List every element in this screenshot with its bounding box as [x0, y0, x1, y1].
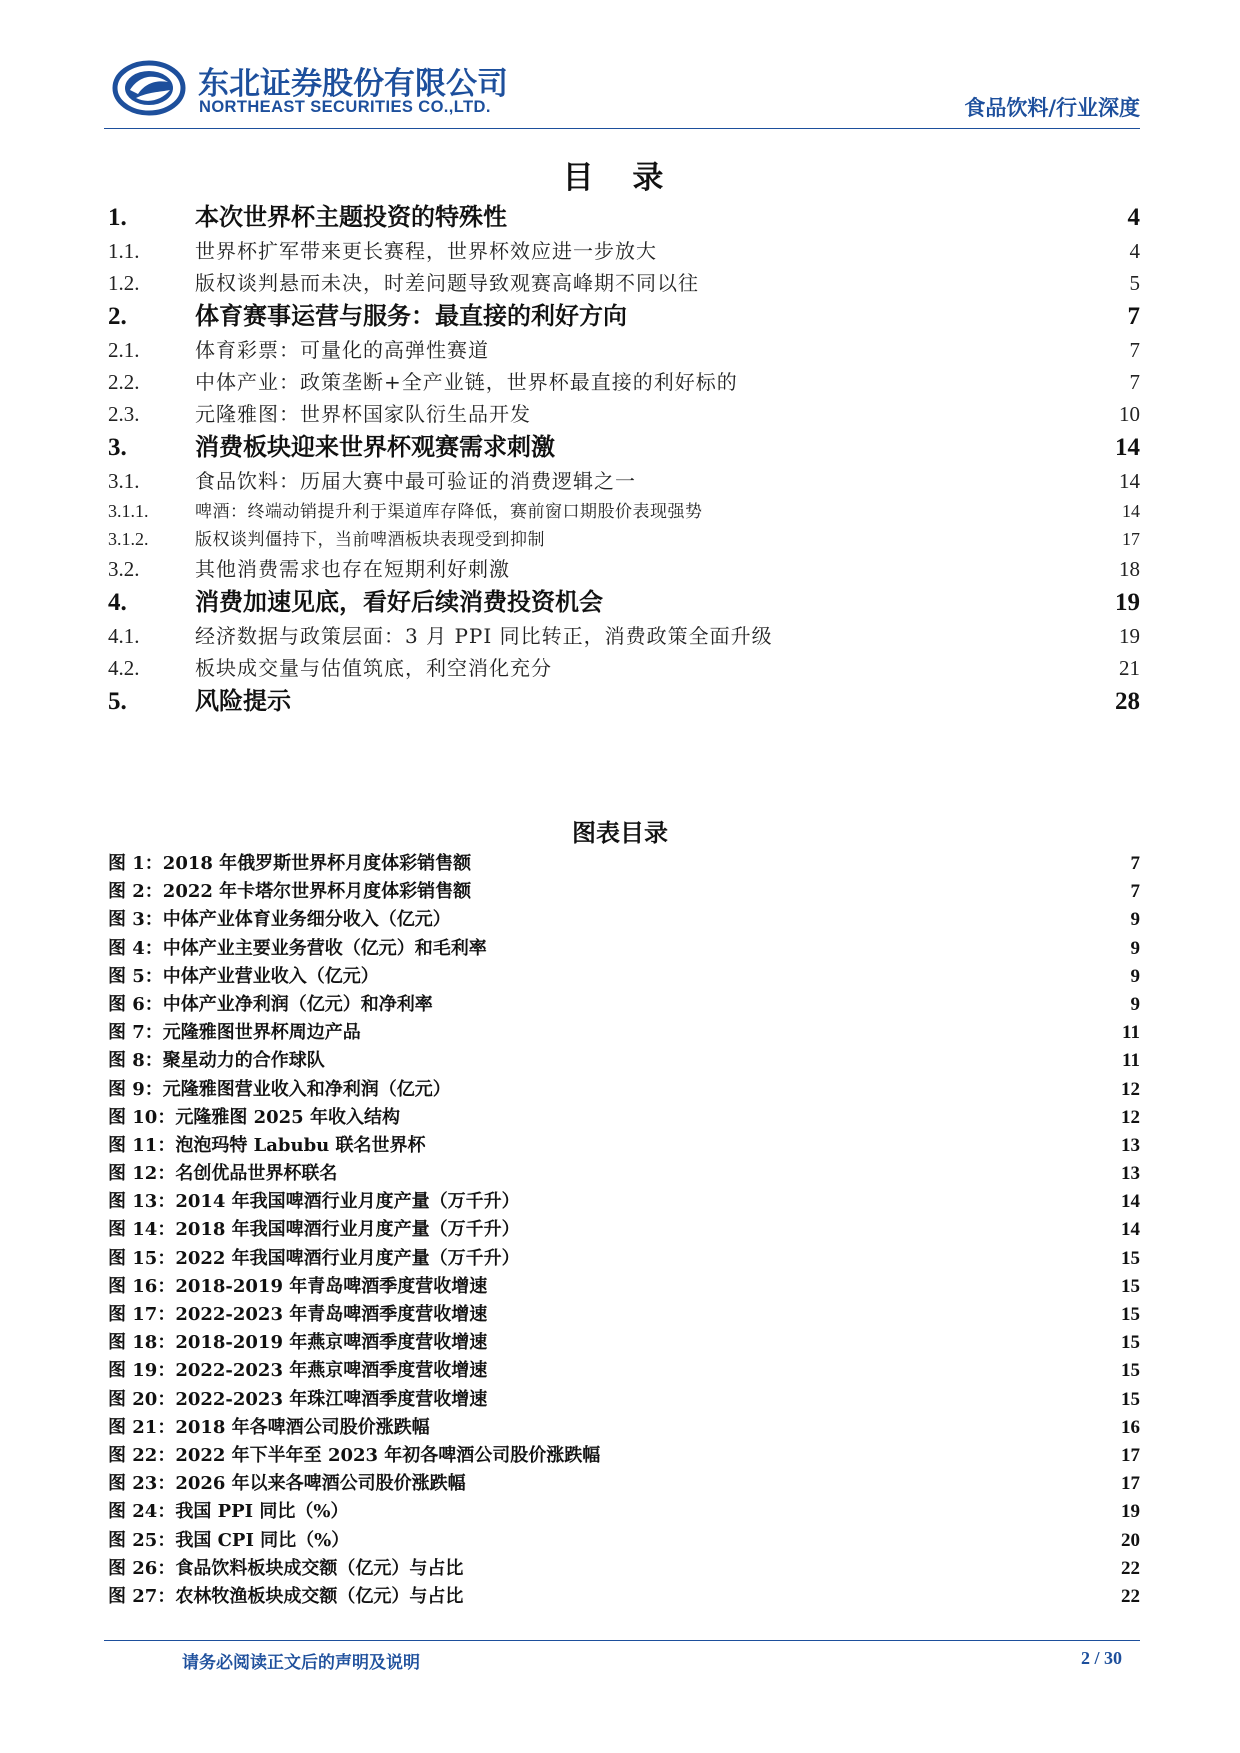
figure-entry-label: 图 26：食品饮料板块成交额（亿元）与占比 [108, 1557, 464, 1579]
company-name-cn: 东北证券股份有限公司 [198, 66, 508, 102]
toc-entry-label: 本次世界杯主题投资的特殊性 [195, 203, 507, 231]
toc-entry-page: 17 [1122, 529, 1140, 549]
toc-entry-page: 7 [1129, 370, 1140, 394]
figure-entry[interactable] [108, 1160, 1140, 1188]
toc-entry-page: 4 [1129, 239, 1140, 263]
figure-entry-label: 图 2：2022 年卡塔尔世界杯月度体彩销售额 [108, 881, 472, 903]
figure-entry[interactable] [108, 1583, 1140, 1611]
toc-entry[interactable] [108, 430, 1140, 465]
figure-entry-label: 图 12：名创优品世界杯联名 [108, 1163, 338, 1185]
figure-entry[interactable] [108, 1301, 1140, 1329]
figure-entry-label: 图 7：元隆雅图世界杯周边产品 [108, 1022, 361, 1044]
figure-entry-page: 15 [1121, 1275, 1140, 1297]
figure-entry[interactable] [108, 878, 1140, 906]
dot-leader [548, 533, 1119, 545]
figure-entry-page: 13 [1121, 1163, 1140, 1185]
figure-entry-label: 图 3：中体产业体育业务细分收入（亿元） [108, 909, 451, 931]
figure-list [108, 850, 1140, 1611]
figure-entry[interactable] [108, 1273, 1140, 1301]
table-of-contents [108, 200, 1140, 719]
figure-entry-page: 11 [1122, 1022, 1140, 1044]
toc-entry-number: 1.2. [108, 271, 140, 295]
figure-entry-label: 图 17：2022-2023 年青岛啤酒季度营收增速 [108, 1304, 488, 1325]
toc-entry-label: 食品饮料：历届大赛中最可验证的消费逻辑之一 [195, 469, 636, 493]
figure-entry-page: 15 [1121, 1388, 1140, 1410]
toc-entry-label: 版权谈判僵持下，当前啤酒板块表现受到抑制 [195, 530, 545, 550]
figure-entry-page: 9 [1130, 909, 1140, 931]
dot-leader [490, 1364, 1118, 1376]
figure-entry-label: 图 23：2026 年以来各啤酒公司股价涨跌幅 [108, 1473, 466, 1495]
page-number: 2 / 30 [1080, 1648, 1122, 1668]
figure-entry[interactable] [108, 935, 1140, 963]
dot-leader [523, 1223, 1118, 1235]
dot-leader [433, 1421, 1118, 1433]
toc-entry-page: 18 [1119, 557, 1140, 581]
toc-entry-page: 19 [1115, 589, 1140, 616]
figure-entry[interactable] [108, 1498, 1140, 1526]
figure-entry[interactable] [108, 1555, 1140, 1583]
toc-entry-number: 4.1. [108, 624, 140, 648]
toc-entry-page: 21 [1119, 656, 1140, 680]
figure-entry-label: 图 27：农林牧渔板块成交额（亿元）与占比 [108, 1585, 464, 1607]
toc-entry[interactable] [108, 652, 1140, 684]
figure-entry-page: 17 [1121, 1473, 1140, 1495]
toc-entry-number: 3.1. [108, 469, 140, 493]
toc-entry[interactable] [108, 497, 1140, 525]
page-header [104, 52, 1140, 122]
toc-entry[interactable] [108, 299, 1140, 334]
figure-entry-label: 图 22：2022 年下半年至 2023 年初各啤酒公司股价涨跌幅 [108, 1444, 601, 1466]
toc-entry-number: 4. [108, 589, 127, 616]
dot-leader [555, 662, 1116, 675]
toc-entry-page: 19 [1119, 624, 1140, 648]
figure-entry[interactable] [108, 1414, 1140, 1442]
toc-entry[interactable] [108, 267, 1140, 299]
toc-entry-label: 世界杯扩军带来更长赛程，世界杯效应进一步放大 [195, 239, 657, 263]
figure-entry-label: 图 13：2014 年我国啤酒行业月度产量（万千升） [108, 1191, 520, 1213]
toc-entry-page: 5 [1129, 271, 1140, 295]
figure-entry-label: 图 8：聚星动力的合作球队 [108, 1050, 325, 1072]
dot-leader [466, 1562, 1118, 1574]
dot-leader [469, 1477, 1118, 1489]
toc-entry-label: 消费板块迎来世界杯观赛需求刺激 [195, 433, 555, 461]
toc-entry[interactable] [108, 620, 1140, 652]
figure-entry-label: 图 5：中体产业营业收入（亿元） [108, 965, 379, 987]
toc-entry[interactable] [108, 398, 1140, 430]
dot-leader [513, 563, 1116, 576]
toc-entry-page: 14 [1119, 469, 1140, 493]
toc-entry-label: 经济数据与政策层面：3 月 PPI 同比转正，消费政策全面升级 [195, 624, 773, 648]
toc-entry[interactable] [108, 525, 1140, 553]
figure-entry-page: 9 [1130, 937, 1140, 959]
footer-divider [104, 1640, 1140, 1641]
dot-leader [474, 857, 1127, 869]
toc-entry-number: 1.1. [108, 239, 140, 263]
dot-leader [558, 437, 1112, 455]
toc-entry-number: 3.1.1. [108, 501, 149, 521]
toc-entry-number: 2.2. [108, 370, 140, 394]
figure-entry-page: 14 [1121, 1191, 1140, 1213]
figure-entry-label: 图 9：元隆雅图营业收入和净利润（亿元） [108, 1078, 451, 1100]
figure-entry-page: 14 [1121, 1219, 1140, 1241]
figure-entry[interactable] [108, 906, 1140, 934]
figure-entry-page: 16 [1121, 1416, 1140, 1438]
dot-leader [490, 1280, 1118, 1292]
figure-entry[interactable] [108, 991, 1140, 1019]
dot-leader [351, 1505, 1118, 1517]
figure-entry-page: 13 [1121, 1134, 1140, 1156]
toc-entry-page: 4 [1127, 204, 1140, 231]
company-logo-icon [110, 60, 192, 116]
figure-entry-page: 12 [1121, 1106, 1140, 1128]
figure-entry-page: 15 [1121, 1304, 1140, 1325]
figure-entry-label: 图 20：2022-2023 年珠江啤酒季度营收增速 [108, 1388, 488, 1410]
dot-leader [603, 1449, 1118, 1461]
toc-entry-number: 3.1.2. [108, 529, 149, 549]
dot-leader [606, 592, 1112, 610]
figure-entry-label: 图 25：我国 CPI 同比（%） [108, 1529, 350, 1551]
figure-entry-page: 19 [1121, 1501, 1140, 1523]
figure-entry-label: 图 10：元隆雅图 2025 年收入结构 [108, 1106, 400, 1128]
dot-leader [534, 408, 1116, 421]
dot-leader [776, 630, 1116, 643]
figure-entry-page: 7 [1130, 881, 1140, 903]
dot-leader [454, 1083, 1118, 1095]
figure-entry[interactable] [108, 1386, 1140, 1414]
dot-leader [523, 1252, 1118, 1264]
figure-entry-label: 图 18：2018-2019 年燕京啤酒季度营收增速 [108, 1332, 488, 1354]
toc-entry-label: 体育赛事运营与服务：最直接的利好方向 [195, 302, 627, 330]
dot-leader [328, 1054, 1119, 1066]
footer-disclaimer: 请务必阅读正文后的声明及说明 [182, 1653, 420, 1673]
dot-leader [510, 207, 1125, 225]
figure-entry-label: 图 19：2022-2023 年燕京啤酒季度营收增速 [108, 1360, 488, 1382]
figure-entry-page: 22 [1121, 1557, 1140, 1579]
figure-entry-label: 图 1：2018 年俄罗斯世界杯月度体彩销售额 [108, 853, 472, 874]
toc-entry-number: 1. [108, 204, 127, 231]
figure-entry-page: 17 [1121, 1444, 1140, 1466]
figure-entry-page: 22 [1121, 1585, 1140, 1607]
company-name-en: NORTHEAST SECURITIES CO.,LTD. [199, 98, 491, 116]
toc-entry-number: 2.3. [108, 402, 140, 426]
figure-entry-label: 图 24：我国 PPI 同比（%） [108, 1501, 349, 1523]
figure-entry[interactable] [108, 1104, 1140, 1132]
figure-entry[interactable] [108, 1527, 1140, 1555]
dot-leader [523, 1195, 1118, 1207]
figure-entry[interactable] [108, 1470, 1140, 1498]
dot-leader [454, 913, 1128, 925]
figure-entry-page: 11 [1122, 1050, 1140, 1072]
dot-leader [490, 1393, 1118, 1405]
dot-leader [466, 1590, 1118, 1602]
figure-entry[interactable] [108, 850, 1140, 878]
toc-entry-number: 4.2. [108, 656, 140, 680]
figure-entry-page: 15 [1121, 1360, 1140, 1382]
figure-entry[interactable] [108, 1216, 1140, 1244]
dot-leader [382, 970, 1128, 982]
figure-entry-label: 图 16：2018-2019 年青岛啤酒季度营收增速 [108, 1275, 488, 1297]
toc-entry-number: 3.2. [108, 557, 140, 581]
header-divider [104, 128, 1140, 129]
figure-entry-page: 20 [1121, 1529, 1140, 1551]
toc-entry-number: 3. [108, 434, 127, 461]
dot-leader [429, 1139, 1118, 1151]
toc-entry[interactable] [108, 585, 1140, 620]
toc-entry-page: 14 [1115, 434, 1140, 461]
toc-entry[interactable] [108, 235, 1140, 267]
dot-leader [490, 1336, 1118, 1348]
toc-entry-label: 啤酒：终端动销提升利于渠道库存降低，赛前窗口期股价表现强势 [195, 502, 703, 522]
dot-leader [352, 1534, 1118, 1546]
figure-entry-page: 7 [1130, 853, 1140, 874]
toc-entry[interactable] [108, 334, 1140, 366]
toc-entry-label: 板块成交量与估值筑底，利空消化充分 [195, 656, 552, 680]
toc-entry[interactable] [108, 684, 1140, 719]
toc-entry-label: 中体产业：政策垄断+全产业链，世界杯最直接的利好标的 [195, 370, 738, 394]
toc-entry-label: 消费加速见底，看好后续消费投资机会 [195, 588, 603, 616]
toc-entry-label: 元隆雅图：世界杯国家队衍生品开发 [195, 402, 531, 426]
figure-entry[interactable] [108, 1329, 1140, 1357]
figure-entry-page: 15 [1121, 1332, 1140, 1354]
dot-leader [436, 998, 1128, 1010]
figure-entry-page: 15 [1121, 1247, 1140, 1269]
figure-entry-label: 图 15：2022 年我国啤酒行业月度产量（万千升） [108, 1247, 520, 1269]
toc-entry-number: 2. [108, 303, 127, 330]
figure-entry[interactable] [108, 963, 1140, 991]
toc-entry-number: 5. [108, 688, 127, 715]
dot-leader [490, 942, 1128, 954]
figure-entry-label: 图 21：2018 年各啤酒公司股价涨跌幅 [108, 1416, 430, 1438]
figure-entry-page: 9 [1130, 965, 1140, 987]
dot-leader [403, 1111, 1118, 1123]
toc-entry[interactable] [108, 366, 1140, 398]
dot-leader [294, 691, 1112, 709]
figure-entry-label: 图 14：2018 年我国啤酒行业月度产量（万千升） [108, 1219, 520, 1241]
figure-entry[interactable] [108, 1019, 1140, 1047]
toc-entry-page: 7 [1129, 338, 1140, 362]
dot-leader [630, 306, 1125, 324]
toc-entry[interactable] [108, 200, 1140, 235]
dot-leader [490, 1308, 1118, 1320]
figure-entry-page: 12 [1121, 1078, 1140, 1100]
dot-leader [702, 277, 1127, 290]
toc-entry-number: 2.1. [108, 338, 140, 362]
figure-entry-label: 图 11：泡泡玛特 Labubu 联名世界杯 [108, 1134, 426, 1156]
figure-entry[interactable] [108, 1357, 1140, 1385]
toc-entry-label: 版权谈判悬而未决，时差问题导致观赛高峰期不同以往 [195, 271, 699, 295]
dot-leader [492, 344, 1127, 357]
dot-leader [639, 475, 1116, 488]
figure-entry[interactable] [108, 1047, 1140, 1075]
figure-entry-label: 图 6：中体产业净利润（亿元）和净利率 [108, 993, 433, 1015]
figure-list-title: 图表目录 [572, 819, 668, 847]
figure-entry[interactable] [108, 1188, 1140, 1216]
toc-entry[interactable] [108, 553, 1140, 585]
toc-entry-page: 28 [1115, 688, 1140, 715]
figure-entry-page: 9 [1130, 993, 1140, 1015]
dot-leader [660, 245, 1127, 258]
toc-title: 目 录 [562, 160, 678, 196]
figure-entry[interactable] [108, 1076, 1140, 1104]
report-category: 食品饮料/行业深度 [964, 96, 1140, 120]
toc-entry-label: 体育彩票：可量化的高弹性赛道 [195, 338, 489, 362]
dot-leader [340, 1167, 1118, 1179]
dot-leader [474, 885, 1127, 897]
toc-entry-page: 7 [1127, 303, 1140, 330]
dot-leader [706, 505, 1120, 517]
toc-entry-page: 14 [1122, 501, 1140, 521]
toc-entry-label: 其他消费需求也存在短期利好刺激 [195, 557, 510, 581]
toc-entry-label: 风险提示 [195, 687, 291, 715]
dot-leader [364, 1026, 1119, 1038]
figure-entry[interactable] [108, 1442, 1140, 1470]
toc-entry-page: 10 [1119, 402, 1140, 426]
toc-entry[interactable] [108, 465, 1140, 497]
figure-entry[interactable] [108, 1132, 1140, 1160]
figure-entry[interactable] [108, 1245, 1140, 1273]
dot-leader [741, 376, 1127, 389]
figure-entry-label: 图 4：中体产业主要业务营收（亿元）和毛利率 [108, 937, 487, 959]
